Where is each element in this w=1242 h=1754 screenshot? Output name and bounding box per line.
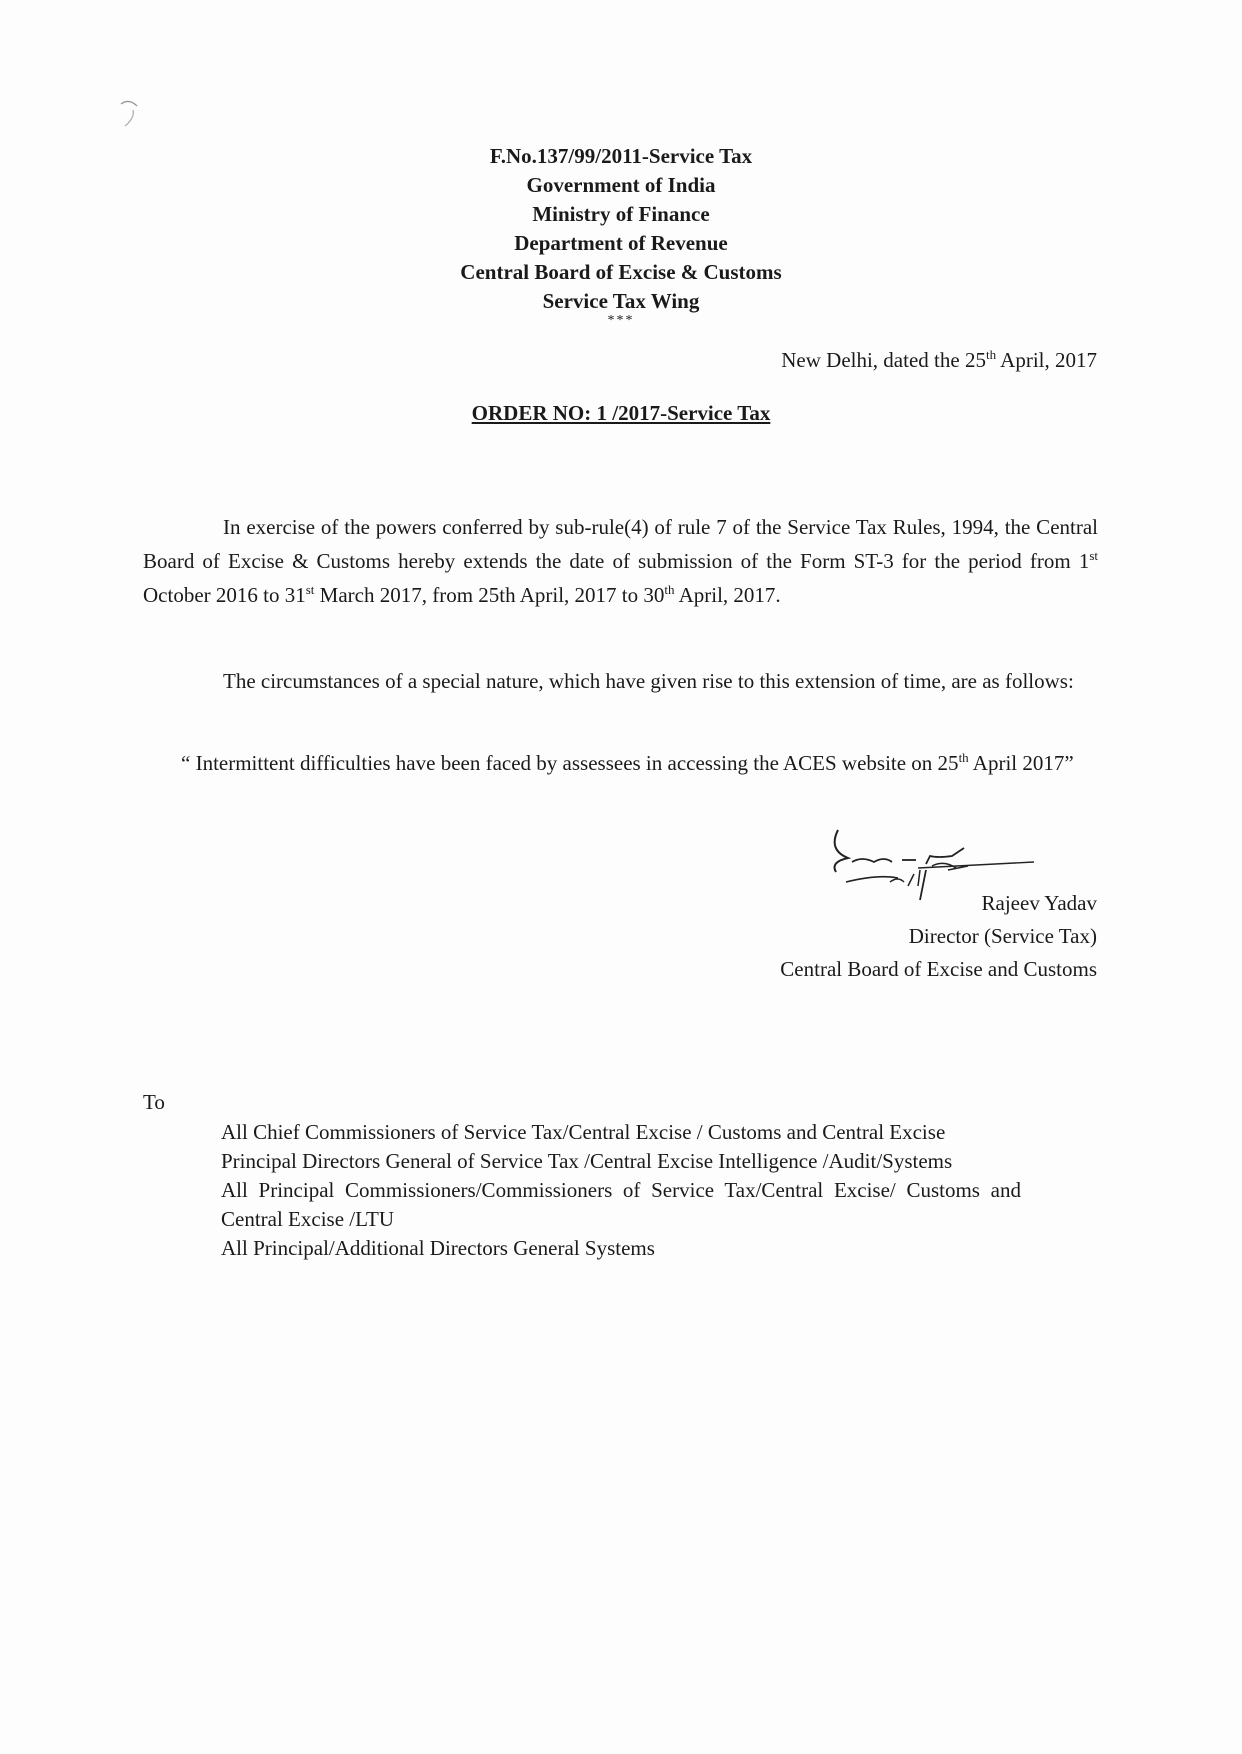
- recipient-item: All Chief Commissioners of Service Tax/Central Excise / Customs and Central Excise: [221, 1120, 946, 1144]
- wing-name: Service Tax Wing: [542, 289, 700, 313]
- ministry-name: Ministry of Finance: [532, 202, 710, 226]
- letterhead: [0, 142, 1242, 328]
- order-title: ORDER NO: 1 /2017-Service Tax: [471, 401, 771, 425]
- quoted-reason: “ Intermittent difficulties have been faced by assessees in accessing the ACES website on 25th April 2017”: [181, 750, 1074, 775]
- paragraph-circumstances: The circumstances of a special nature, which have given rise to this extension of time, are as follows:: [223, 669, 1074, 693]
- department-name: Department of Revenue: [514, 231, 728, 255]
- recipient-list: [221, 1118, 1021, 1263]
- signatory-name: Rajeev Yadav: [981, 891, 1097, 915]
- date-line: New Delhi, dated the 25th April, 2017: [781, 347, 1097, 372]
- separator-stars: ***: [607, 313, 635, 328]
- recipient-item: All Principal Commissioners/Commissioners of Service Tax/Central Excise/ Customs and Central Excise /LTU: [221, 1178, 1021, 1231]
- signatory-designation: Director (Service Tax): [908, 924, 1097, 948]
- recipient-item: Principal Directors General of Service Tax /Central Excise Intelligence /Audit/Systems: [221, 1149, 953, 1173]
- signatory-organisation: Central Board of Excise and Customs: [780, 957, 1097, 981]
- board-name: Central Board of Excise & Customs: [460, 260, 782, 284]
- signatory-block: [780, 887, 1097, 986]
- to-label: To: [143, 1090, 165, 1114]
- paragraph-extension: In exercise of the powers conferred by sub-rule(4) of rule 7 of the Service Tax Rules, 1994, the Central Board of Excise & Customs hereby extends the date of submission of the Form ST-3 for the period from 1st October 2016 to 31st March 2017, from 25th April, 2017 to 30th April, 2017.: [143, 515, 1098, 607]
- file-number: F.No.137/99/2011-Service Tax: [489, 144, 753, 168]
- government-name: Government of India: [526, 173, 716, 197]
- recipient-item: All Principal/Additional Directors General Systems: [221, 1236, 655, 1260]
- scan-mark: [115, 96, 145, 136]
